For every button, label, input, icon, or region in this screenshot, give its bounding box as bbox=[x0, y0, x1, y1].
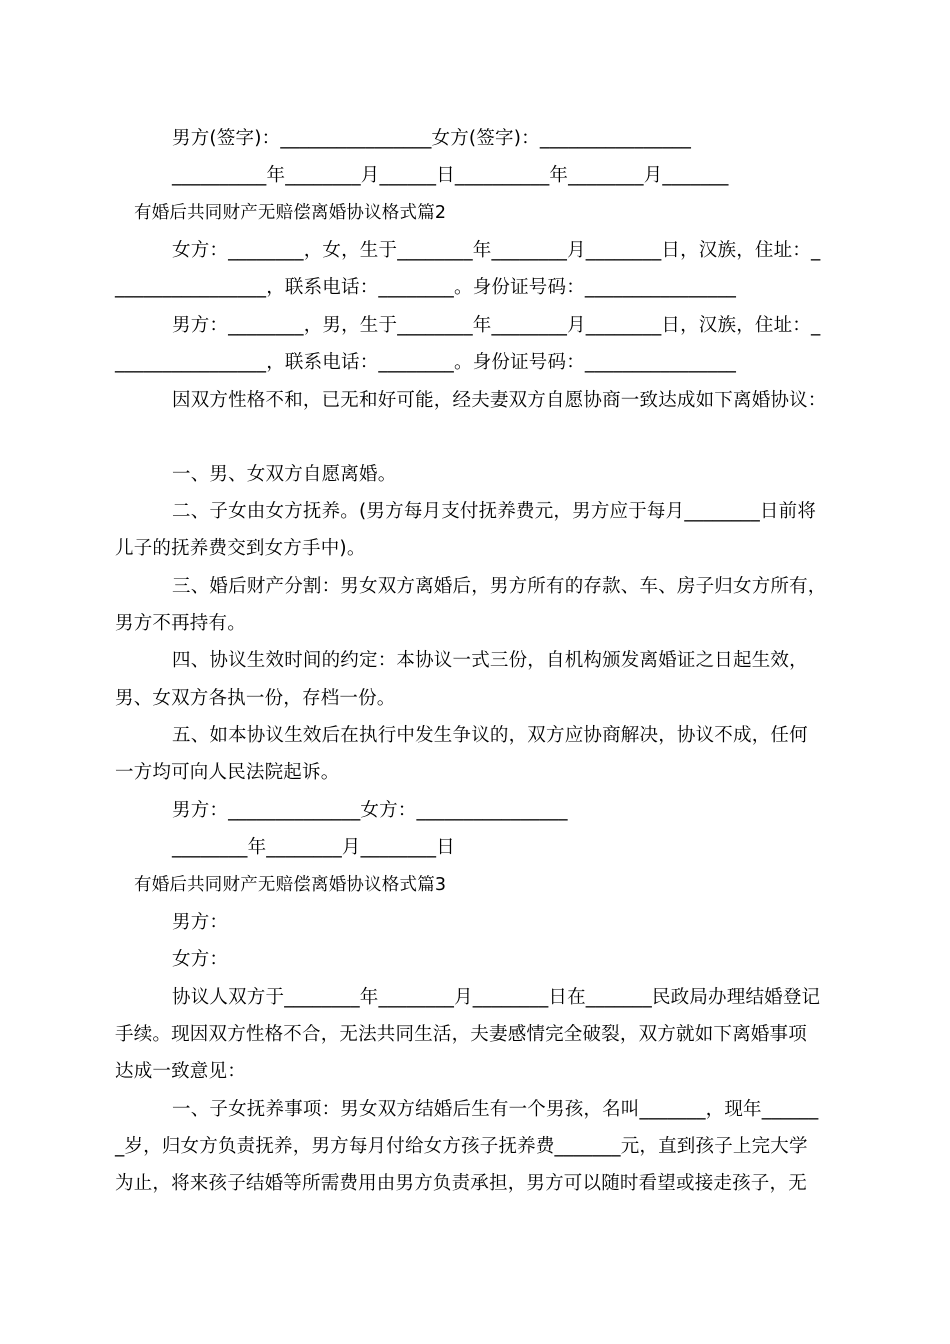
paragraph-line: 男、女双方各执一份，存档一份。 bbox=[115, 688, 396, 709]
paragraph-line: 手续。现因双方性格不合，无法共同生活，夫妻感情完全破裂，双方就如下离婚事项 bbox=[115, 1024, 807, 1045]
paragraph-line: 男方： bbox=[172, 912, 229, 933]
section-heading: 有婚后共同财产无赔偿离婚协议格式篇2 bbox=[134, 203, 447, 223]
paragraph-line: 二、子女由女方抚养。(男方每月支付抚养费元，男方应于每月________日前将 bbox=[172, 501, 817, 522]
paragraph-line: 一、子女抚养事项：男女双方结婚后生有一个男孩，名叫_______，现年______ bbox=[172, 1099, 819, 1120]
section-heading: 有婚后共同财产无赔偿离婚协议格式篇3 bbox=[134, 875, 447, 895]
date-line: __________年________月______日__________年________月_______ bbox=[172, 165, 729, 186]
signature-line: 男方(签字)：________________女方(签字)：________________ bbox=[172, 128, 692, 149]
paragraph-line: 男方：________，男，生于________年________月________日，汉族，住址：_ bbox=[172, 315, 821, 336]
paragraph-line: 女方： bbox=[172, 949, 229, 970]
paragraph-line: 协议人双方于________年________月________日在_______民政局办理结婚登记 bbox=[172, 987, 821, 1008]
paragraph-line: 达成一致意见： bbox=[115, 1061, 246, 1082]
signature-line: 男方：______________女方：________________ bbox=[172, 800, 568, 821]
paragraph-line: 儿子的抚养费交到女方手中)。 bbox=[115, 538, 366, 559]
paragraph-line: 三、婚后财产分割：男女双方离婚后，男方所有的存款、车、房子归女方所有， bbox=[172, 576, 827, 597]
paragraph-line: 五、如本协议生效后在执行中发生争议的，双方应协商解决，协议不成，任何 bbox=[172, 725, 808, 746]
paragraph-line: ________________，联系电话：________。身份证号码：________________ bbox=[115, 352, 737, 373]
paragraph-line: 一、男、女双方自愿离婚。 bbox=[172, 464, 397, 485]
paragraph-line: 男方不再持有。 bbox=[115, 613, 246, 634]
paragraph-line: 一方均可向人民法院起诉。 bbox=[115, 762, 340, 783]
paragraph-line: 四、协议生效时间的约定：本协议一式三份，自机构颁发离婚证之日起生效， bbox=[172, 650, 808, 671]
paragraph-line: _岁，归女方负责抚养，男方每月付给女方孩子抚养费_______元，直到孩子上完大学 bbox=[115, 1136, 808, 1157]
date-line: ________年________月________日 bbox=[172, 837, 455, 858]
paragraph-line: 女方：________，女，生于________年________月________日，汉族，住址：_ bbox=[172, 240, 821, 261]
paragraph-line: 因双方性格不和，已无和好可能，经夫妻双方自愿协商一致达成如下离婚协议： bbox=[172, 390, 827, 411]
paragraph-line: ________________，联系电话：________。身份证号码：________________ bbox=[115, 277, 737, 298]
paragraph-line: 为止，将来孩子结婚等所需费用由男方负责承担，男方可以随时看望或接走孩子，无 bbox=[115, 1173, 807, 1194]
